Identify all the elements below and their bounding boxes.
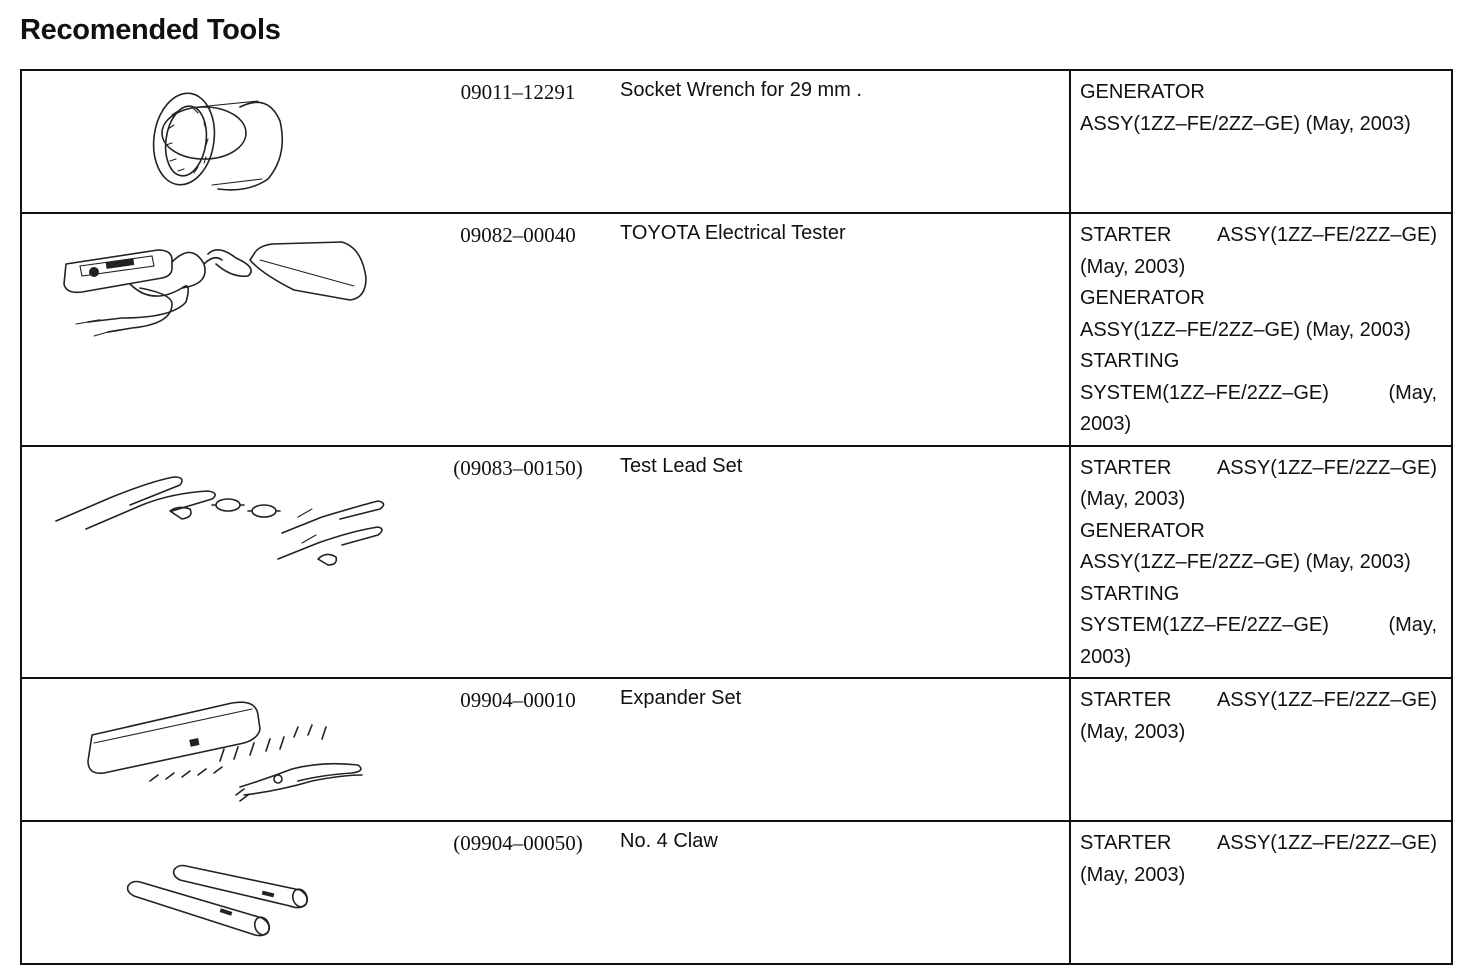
page-title: Recomended Tools (20, 14, 281, 46)
reference-line: (May, 2003) (1080, 255, 1186, 278)
tool-name: Test Lead Set (620, 454, 743, 477)
expander-set-icon (22, 679, 422, 809)
tool-name: Socket Wrench for 29 mm . (620, 79, 862, 101)
table-row (21, 213, 1452, 446)
socket-wrench-icon (22, 71, 422, 211)
reference-line: 2003) (1080, 413, 1132, 435)
reference-cell (1070, 821, 1452, 964)
part-number: 09011–12291 (460, 80, 576, 104)
reference-line: GENERATOR (1080, 81, 1205, 103)
tool-name: No. 4 Claw (620, 830, 718, 852)
reference-line: GENERATOR (1080, 287, 1205, 309)
tool-name: TOYOTA Electrical Tester (620, 222, 846, 244)
reference-line: STARTING (1080, 582, 1180, 605)
table-row (21, 446, 1452, 679)
reference-cell (1070, 70, 1452, 213)
tool-cell (21, 70, 1070, 213)
claw-tool-icon (22, 822, 422, 952)
tool-cell (21, 213, 1070, 446)
tool-name: Expander Set (620, 687, 742, 709)
part-number: 09082–00040 (460, 223, 576, 247)
table-row (21, 821, 1452, 964)
reference-line: (May, 2003) (1080, 720, 1186, 743)
table-row (21, 678, 1452, 821)
tool-cell (21, 678, 1070, 821)
reference-cell (1070, 446, 1452, 679)
reference-line: ASSY(1ZZ–FE/2ZZ–GE) (May, 2003) (1080, 551, 1411, 573)
reference-line: ASSY(1ZZ–FE/2ZZ–GE) (May, 2003) (1080, 318, 1411, 341)
reference-line: SYSTEM(1ZZ–FE/2ZZ–GE) (May, (1080, 614, 1437, 636)
test-lead-set-icon (22, 447, 422, 567)
reference-line: (May, 2003) (1080, 863, 1186, 886)
part-number: 09904–00010 (460, 688, 576, 712)
reference-line: 2003) (1080, 645, 1132, 668)
reference-line: STARTER ASSY(1ZZ–FE/2ZZ–GE) (1080, 689, 1437, 711)
reference-line: STARTER ASSY(1ZZ–FE/2ZZ–GE) (1080, 832, 1437, 854)
part-number: (09904–00050) (453, 831, 583, 855)
reference-cell (1070, 678, 1452, 821)
reference-line: (May, 2003) (1080, 488, 1186, 510)
tool-cell (21, 821, 1070, 964)
tool-cell (21, 446, 1070, 679)
reference-line: STARTER ASSY(1ZZ–FE/2ZZ–GE) (1080, 456, 1437, 479)
reference-cell (1070, 213, 1452, 446)
electrical-tester-icon (22, 214, 422, 354)
reference-line: SYSTEM(1ZZ–FE/2ZZ–GE) (May, (1080, 381, 1437, 404)
part-number: (09083–00150) (453, 455, 583, 480)
tools-table (20, 69, 1453, 965)
table-row (21, 70, 1452, 213)
reference-line: STARTING (1080, 350, 1180, 372)
reference-line: STARTER ASSY(1ZZ–FE/2ZZ–GE) (1080, 224, 1437, 246)
reference-line: GENERATOR (1080, 519, 1205, 542)
reference-line: ASSY(1ZZ–FE/2ZZ–GE) (May, 2003) (1080, 112, 1411, 135)
